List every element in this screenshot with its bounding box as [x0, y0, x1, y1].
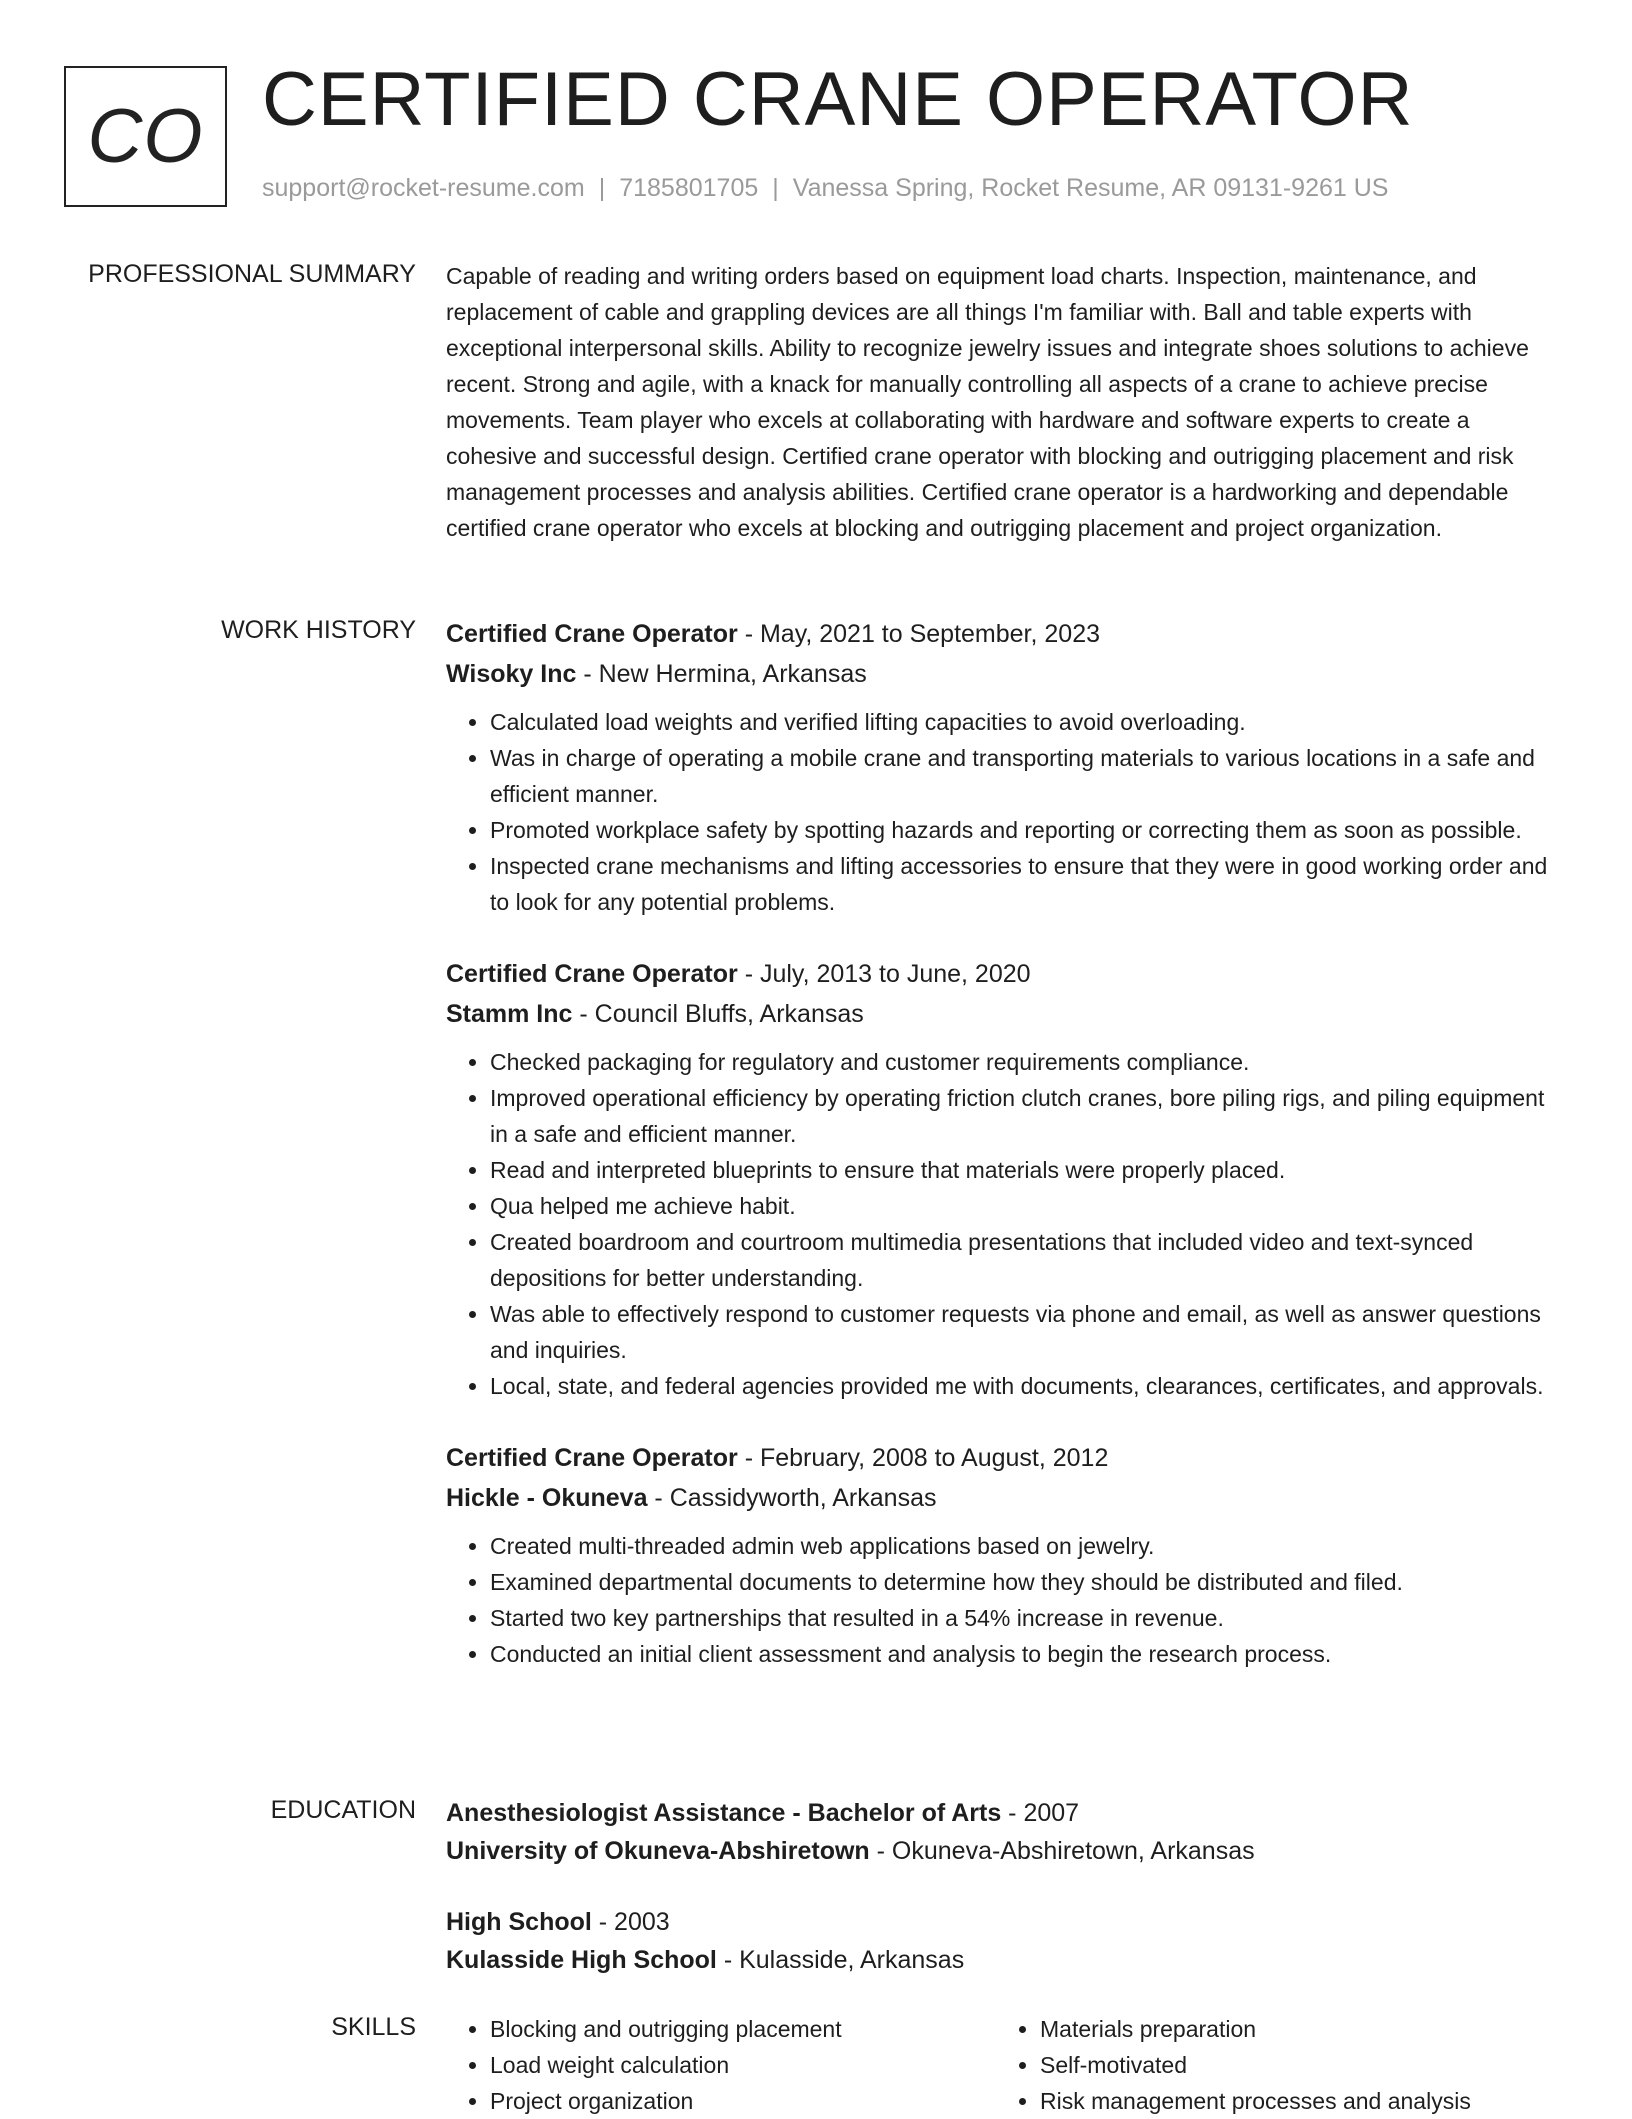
list-item: • Was able to effectively respond to customer requests via phone and email, as well as answer questions and inquiries.	[490, 1296, 1566, 1368]
education-school-line	[446, 1832, 1566, 1870]
list-item: • Inspected crane mechanisms and lifting accessories to ensure that they were in good working order and to look for any potential problems.	[490, 848, 1566, 920]
section-title: SKILLS	[331, 2013, 416, 2041]
monogram-badge	[64, 66, 227, 207]
summary-text: Capable of reading and writing orders based on equipment load charts. Inspection, maintenance, and replacement of cable and grappling devices are all things I'm familiar with. Ball and table experts with exceptional interpersonal skills. Ability to recognize jewelry issues and integrate shoes solutions to achieve recent. Strong and agile, with a knack for manually controlling all aspects of a crane to achieve precise movements. Team player who excels at collaborating with hardware and software experts to create a cohesive and successful design. Certified crane operator with blocking and outrigging placement and risk management processes and analysis abilities. Certified crane operator is a hardworking and dependable certified crane operator who excels at blocking and outrigging placement and project organization.	[446, 263, 1529, 541]
list-item: • Created multi-threaded admin web applications based on jewelry.	[490, 1528, 1566, 1564]
skills-columns	[446, 2011, 1566, 2119]
job-company: Wisoky Inc	[446, 660, 577, 688]
contact-address: Vanessa Spring, Rocket Resume, AR 09131-9261 US	[792, 174, 1389, 202]
education-year: - 2003	[591, 1908, 670, 1936]
job-role: Certified Crane Operator	[446, 620, 738, 648]
education-school: Kulasside High School	[446, 1946, 717, 1974]
job-role: Certified Crane Operator	[446, 1444, 738, 1472]
job-bullets	[446, 704, 1566, 920]
job-company-line	[446, 1478, 1566, 1518]
section-title: EDUCATION	[270, 1796, 416, 1824]
list-item: • Checked packaging for regulatory and customer requirements compliance.	[490, 1044, 1566, 1080]
education-school: University of Okuneva-Abshiretown	[446, 1837, 870, 1865]
skill-item: • Load weight calculation	[490, 2047, 996, 2083]
list-item: • Was in charge of operating a mobile crane and transporting materials to various locations in a safe and efficient manner.	[490, 740, 1566, 812]
education-degree-line	[446, 1794, 1566, 1832]
education-year: - 2007	[1001, 1799, 1080, 1827]
skill-item: • Self-motivated	[1040, 2047, 1546, 2083]
section-title: WORK HISTORY	[221, 616, 416, 644]
list-item: • Calculated load weights and verified lifting capacities to avoid overloading.	[490, 704, 1566, 740]
job-bullets	[446, 1528, 1566, 1672]
job-location: - New Hermina, Arkansas	[576, 660, 867, 688]
list-item: • Started two key partnerships that resulted in a 54% increase in revenue.	[490, 1600, 1566, 1636]
job-entry	[446, 614, 1566, 920]
list-item: • Read and interpreted blueprints to ensure that materials were properly placed.	[490, 1152, 1566, 1188]
job-company-line	[446, 654, 1566, 694]
job-dates: - July, 2013 to June, 2020	[737, 960, 1031, 988]
job-dates: - May, 2021 to September, 2023	[737, 620, 1101, 648]
contact-email[interactable]: support@rocket-resume.com	[262, 174, 585, 202]
education-location: - Okuneva-Abshiretown, Arkansas	[869, 1837, 1255, 1865]
contact-separator: |	[772, 174, 779, 202]
education-entry	[446, 1794, 1566, 1870]
job-company-line	[446, 994, 1566, 1034]
education-degree: High School	[446, 1908, 592, 1936]
job-title-line	[446, 614, 1566, 654]
job-company: Hickle - Okuneva	[446, 1484, 648, 1512]
job-title-line	[446, 954, 1566, 994]
job-role: Certified Crane Operator	[446, 960, 738, 988]
job-entry	[446, 954, 1566, 1404]
list-item: • Improved operational efficiency by operating friction clutch cranes, bore piling rigs, and piling equipment in a safe and efficient manner.	[490, 1080, 1566, 1152]
list-item: • Created boardroom and courtroom multimedia presentations that included video and text-synced depositions for better understanding.	[490, 1224, 1566, 1296]
skill-item: • Project organization	[490, 2083, 996, 2119]
list-item: • Qua helped me achieve habit.	[490, 1188, 1566, 1224]
job-company: Stamm Inc	[446, 1000, 573, 1028]
resume-title: CERTIFIED CRANE OPERATOR	[262, 57, 1414, 142]
list-item: • Examined departmental documents to determine how they should be distributed and filed.	[490, 1564, 1566, 1600]
skills-list-left	[446, 2011, 996, 2119]
list-item: • Conducted an initial client assessment and analysis to begin the research process.	[490, 1636, 1566, 1672]
education-entry	[446, 1903, 1566, 1979]
job-title-line	[446, 1438, 1566, 1478]
contact-phone[interactable]: 7185801705	[619, 174, 759, 202]
job-entry	[446, 1438, 1566, 1672]
job-dates: - February, 2008 to August, 2012	[737, 1444, 1109, 1472]
monogram-initials: CO	[87, 93, 204, 179]
list-item: • Local, state, and federal agencies provided me with documents, clearances, certificates, and approvals.	[490, 1368, 1566, 1404]
list-item: • Promoted workplace safety by spotting hazards and reporting or correcting them as soon as possible.	[490, 812, 1566, 848]
job-location: - Council Bluffs, Arkansas	[572, 1000, 864, 1028]
education-degree-line	[446, 1903, 1566, 1941]
contact-separator: |	[598, 174, 606, 202]
contact-line	[262, 173, 1388, 203]
education-location: - Kulasside, Arkansas	[716, 1946, 965, 1974]
education-school-line	[446, 1941, 1566, 1979]
education-degree: Anesthesiologist Assistance - Bachelor of Arts	[446, 1799, 1002, 1827]
skills-list-right	[996, 2011, 1546, 2119]
job-location: - Cassidyworth, Arkansas	[647, 1484, 937, 1512]
skill-item: • Risk management processes and analysis	[1040, 2083, 1546, 2119]
skill-item: • Blocking and outrigging placement	[490, 2011, 996, 2047]
skill-item: • Materials preparation	[1040, 2011, 1546, 2047]
section-title: PROFESSIONAL SUMMARY	[88, 260, 416, 288]
job-bullets	[446, 1044, 1566, 1404]
